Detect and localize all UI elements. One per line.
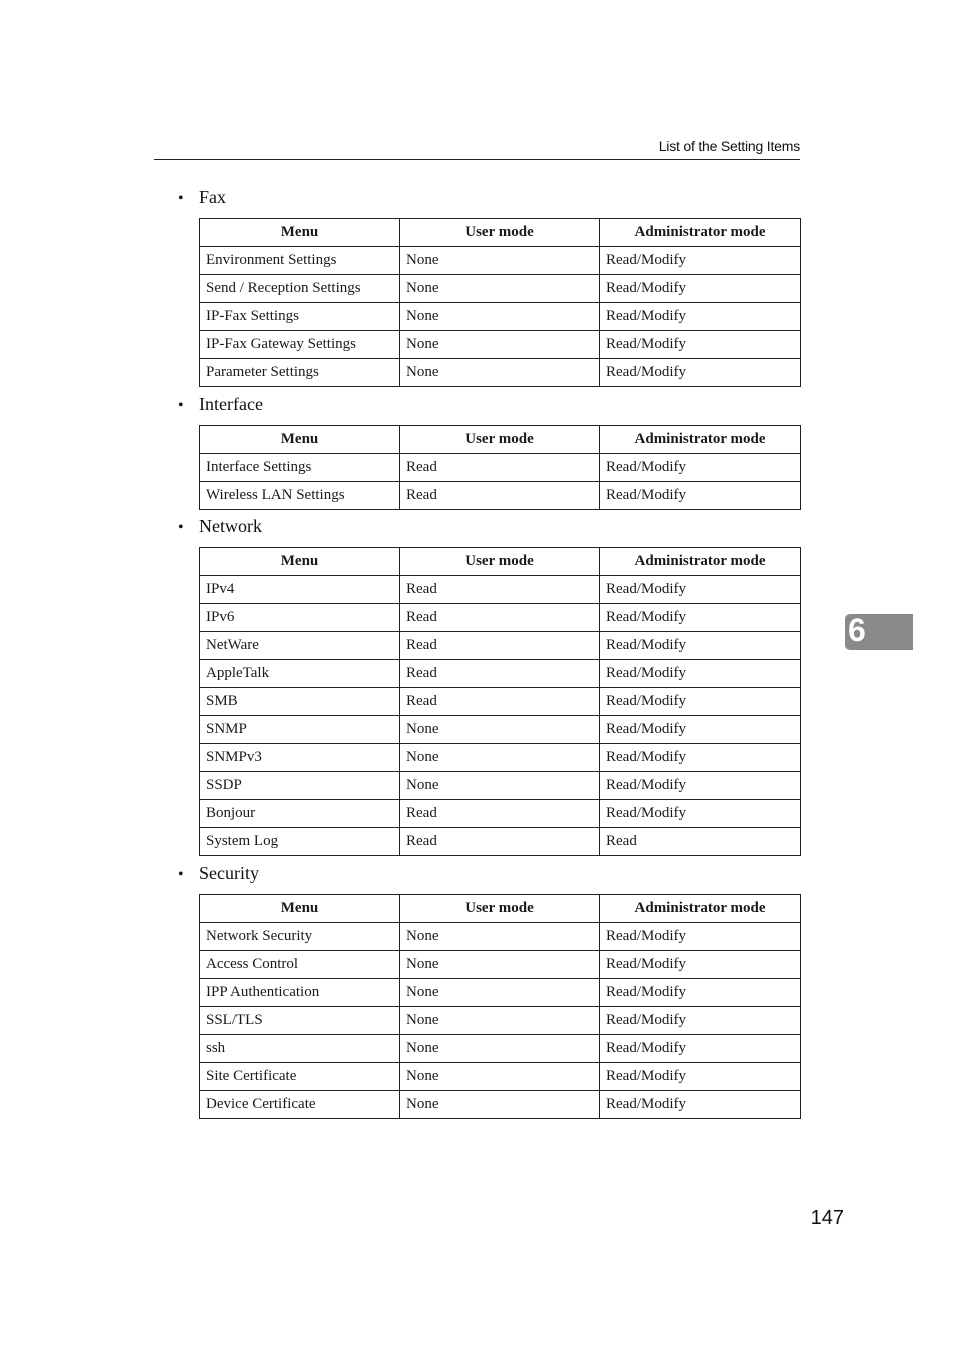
table-cell: None	[400, 979, 600, 1007]
table-row	[200, 1063, 801, 1091]
table-cell: None	[400, 772, 600, 800]
table-row	[200, 632, 801, 660]
table-cell: Read/Modify	[600, 716, 801, 744]
table-cell: IPv4	[200, 576, 400, 604]
settings-table	[199, 218, 801, 387]
bullet-icon: •	[178, 397, 184, 414]
table-cell: Network Security	[200, 923, 400, 951]
table-row	[200, 454, 801, 482]
running-header-title: List of the Setting Items	[658, 138, 800, 154]
table-cell: IPv6	[200, 604, 400, 632]
column-header: Menu	[200, 219, 400, 247]
table-row	[200, 482, 801, 510]
table-cell: Read/Modify	[600, 275, 801, 303]
table-cell: IP-Fax Gateway Settings	[200, 331, 400, 359]
table-cell: Read/Modify	[600, 923, 801, 951]
column-header: Administrator mode	[600, 548, 801, 576]
table-header-row	[200, 426, 801, 454]
table-cell: Read/Modify	[600, 744, 801, 772]
table-cell: Read	[400, 632, 600, 660]
section-title	[178, 515, 262, 537]
table-row	[200, 1035, 801, 1063]
settings-table	[199, 547, 801, 856]
chapter-tab	[845, 614, 913, 650]
section-title-label: Fax	[199, 187, 226, 207]
running-header	[154, 136, 800, 160]
table-cell: Read/Modify	[600, 331, 801, 359]
table-cell: Read	[400, 482, 600, 510]
table-cell: SSDP	[200, 772, 400, 800]
table-row	[200, 800, 801, 828]
table-cell: SNMPv3	[200, 744, 400, 772]
chapter-number: 6	[848, 612, 866, 648]
table-cell: Read/Modify	[600, 1035, 801, 1063]
table-cell: Access Control	[200, 951, 400, 979]
column-header: Menu	[200, 426, 400, 454]
table-row	[200, 688, 801, 716]
table-cell: None	[400, 744, 600, 772]
table-cell: Read	[600, 828, 801, 856]
column-header: Administrator mode	[600, 219, 801, 247]
table-cell: System Log	[200, 828, 400, 856]
table-row	[200, 604, 801, 632]
table-row	[200, 1007, 801, 1035]
column-header: User mode	[400, 426, 600, 454]
table-row	[200, 951, 801, 979]
table-row	[200, 979, 801, 1007]
bullet-icon: •	[178, 519, 184, 536]
table-cell: Read	[400, 454, 600, 482]
table-cell: None	[400, 1091, 600, 1119]
table-cell: AppleTalk	[200, 660, 400, 688]
section-title	[178, 393, 263, 415]
table-row	[200, 576, 801, 604]
table-row	[200, 303, 801, 331]
table-row	[200, 359, 801, 387]
table-cell: None	[400, 923, 600, 951]
section-title-label: Security	[199, 863, 259, 883]
table-cell: NetWare	[200, 632, 400, 660]
table-cell: Read/Modify	[600, 604, 801, 632]
table-row	[200, 247, 801, 275]
table-cell: Read/Modify	[600, 1063, 801, 1091]
table-row	[200, 772, 801, 800]
table-cell: None	[400, 359, 600, 387]
table-row	[200, 716, 801, 744]
table-row	[200, 1091, 801, 1119]
table-cell: Read/Modify	[600, 247, 801, 275]
table-cell: Read/Modify	[600, 1007, 801, 1035]
column-header: User mode	[400, 548, 600, 576]
table-cell: Read/Modify	[600, 482, 801, 510]
table-cell: IP-Fax Settings	[200, 303, 400, 331]
table-cell: Read	[400, 576, 600, 604]
table-cell: Read	[400, 688, 600, 716]
settings-table	[199, 894, 801, 1119]
table-cell: Interface Settings	[200, 454, 400, 482]
table-cell: None	[400, 716, 600, 744]
bullet-icon: •	[178, 190, 184, 207]
table-cell: Wireless LAN Settings	[200, 482, 400, 510]
column-header: Menu	[200, 895, 400, 923]
table-cell: Read	[400, 828, 600, 856]
table-cell: Site Certificate	[200, 1063, 400, 1091]
table-cell: Read/Modify	[600, 303, 801, 331]
column-header: Menu	[200, 548, 400, 576]
section-title	[178, 186, 226, 208]
table-cell: ssh	[200, 1035, 400, 1063]
table-cell: IPP Authentication	[200, 979, 400, 1007]
table-row	[200, 275, 801, 303]
table-cell: None	[400, 303, 600, 331]
table-cell: Parameter Settings	[200, 359, 400, 387]
column-header: User mode	[400, 219, 600, 247]
page-number: 147	[810, 1207, 844, 1229]
table-header-row	[200, 548, 801, 576]
table-cell: Read	[400, 660, 600, 688]
table-header-row	[200, 895, 801, 923]
table-cell: Read/Modify	[600, 800, 801, 828]
table-row	[200, 744, 801, 772]
table-cell: Device Certificate	[200, 1091, 400, 1119]
table-cell: None	[400, 1007, 600, 1035]
table-cell: Read/Modify	[600, 979, 801, 1007]
column-header: Administrator mode	[600, 895, 801, 923]
table-cell: SSL/TLS	[200, 1007, 400, 1035]
settings-table	[199, 425, 801, 510]
table-row	[200, 331, 801, 359]
table-cell: Read	[400, 800, 600, 828]
column-header: Administrator mode	[600, 426, 801, 454]
table-cell: None	[400, 1063, 600, 1091]
table-cell: Read/Modify	[600, 454, 801, 482]
table-row	[200, 923, 801, 951]
table-cell: SNMP	[200, 716, 400, 744]
table-row	[200, 660, 801, 688]
table-cell: Bonjour	[200, 800, 400, 828]
table-cell: Send / Reception Settings	[200, 275, 400, 303]
table-cell: Read/Modify	[600, 359, 801, 387]
section-title	[178, 862, 259, 884]
table-cell: None	[400, 275, 600, 303]
table-header-row	[200, 219, 801, 247]
bullet-icon: •	[178, 866, 184, 883]
table-cell: None	[400, 247, 600, 275]
table-cell: Read/Modify	[600, 951, 801, 979]
column-header: User mode	[400, 895, 600, 923]
table-cell: None	[400, 331, 600, 359]
table-cell: Read/Modify	[600, 688, 801, 716]
table-cell: None	[400, 951, 600, 979]
table-cell: Read/Modify	[600, 576, 801, 604]
table-cell: Read/Modify	[600, 632, 801, 660]
table-cell: Read	[400, 604, 600, 632]
table-cell: Environment Settings	[200, 247, 400, 275]
section-title-label: Interface	[199, 394, 263, 414]
table-cell: None	[400, 1035, 600, 1063]
table-row	[200, 828, 801, 856]
section-title-label: Network	[199, 516, 262, 536]
table-cell: SMB	[200, 688, 400, 716]
table-cell: Read/Modify	[600, 660, 801, 688]
table-cell: Read/Modify	[600, 772, 801, 800]
table-cell: Read/Modify	[600, 1091, 801, 1119]
